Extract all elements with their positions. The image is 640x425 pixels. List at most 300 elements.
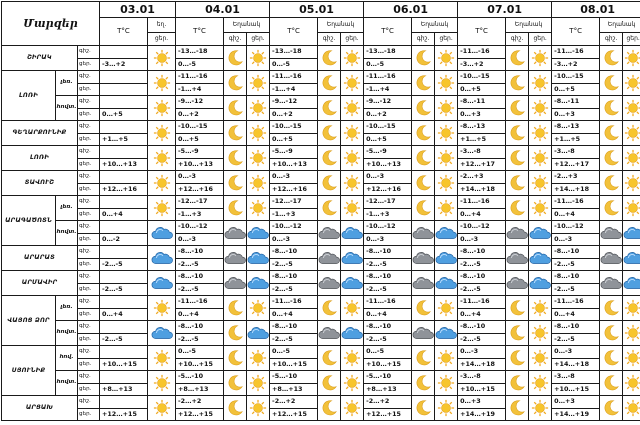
sun-icon bbox=[623, 346, 640, 371]
weather-header: Եղանակ bbox=[600, 18, 640, 33]
night-temperature: -2…+2 bbox=[364, 396, 412, 409]
night-temperature: -5…-9 bbox=[364, 146, 412, 159]
moon-icon bbox=[318, 171, 341, 196]
moon-icon bbox=[318, 46, 341, 71]
night-temperature: -9…-12 bbox=[270, 96, 318, 109]
weather-header: եղ. bbox=[148, 18, 176, 33]
subregion-label: լեռ. bbox=[56, 296, 78, 321]
day-temperature: -2…-5 bbox=[100, 333, 148, 346]
date-header: 07.01 bbox=[458, 2, 552, 18]
night-temperature: -8…-10 bbox=[552, 246, 600, 259]
day-temperature: -2…-5 bbox=[552, 258, 600, 271]
day-temperature: +12…+15 bbox=[176, 408, 224, 421]
night-temperature: 0…+3 bbox=[458, 396, 506, 409]
night-temperature: 0…-3 bbox=[458, 346, 506, 359]
night-temperature: -8…-10 bbox=[270, 271, 318, 284]
moon-icon bbox=[318, 371, 341, 396]
sun-icon bbox=[529, 371, 552, 396]
cloud-icon bbox=[148, 321, 176, 346]
moon-icon bbox=[412, 396, 435, 421]
night-cloud-icon bbox=[600, 221, 623, 246]
night-label: գիշ. bbox=[78, 346, 100, 359]
day-temperature: 0…+5 bbox=[176, 133, 224, 146]
night-cloud-icon bbox=[506, 246, 529, 271]
moon-icon bbox=[506, 171, 529, 196]
day-temperature: 0…+4 bbox=[176, 308, 224, 321]
sun-icon bbox=[341, 46, 364, 71]
day-temperature: 0…+4 bbox=[552, 308, 600, 321]
moon-icon bbox=[600, 96, 623, 121]
day-temperature: +10…+15 bbox=[176, 358, 224, 371]
weather-header: Եղանակ bbox=[318, 18, 364, 33]
moon-icon bbox=[506, 296, 529, 321]
day-temperature: +8…+13 bbox=[176, 383, 224, 396]
sun-icon bbox=[435, 296, 458, 321]
subregion-label: լեռ. bbox=[56, 71, 78, 96]
day-temperature: +12…+16 bbox=[270, 183, 318, 196]
night-temperature: -8…-10 bbox=[364, 246, 412, 259]
day-temperature: 0…-5 bbox=[176, 58, 224, 71]
day-temperature: +14…+18 bbox=[552, 358, 600, 371]
night-cloud-icon bbox=[318, 221, 341, 246]
night-temperature: 0…-3 bbox=[176, 171, 224, 184]
region-name: ՇԻՐԱԿ bbox=[2, 46, 78, 71]
sun-icon bbox=[148, 171, 176, 196]
day-temperature: -2…-5 bbox=[176, 333, 224, 346]
day-temperature: -1…+4 bbox=[270, 83, 318, 96]
sun-icon bbox=[529, 296, 552, 321]
region-name: ԼՈՌԻ bbox=[2, 146, 78, 171]
day-temperature: -1…+3 bbox=[270, 208, 318, 221]
night-label: գիշ. bbox=[78, 146, 100, 159]
day-temperature: -2…-5 bbox=[458, 283, 506, 296]
cloud-icon bbox=[148, 221, 176, 246]
night-temperature: -11…-16 bbox=[270, 296, 318, 309]
night-temperature: -9…-12 bbox=[176, 96, 224, 109]
day-temperature: +14…+18 bbox=[552, 183, 600, 196]
night-temperature: 0…-5 bbox=[364, 346, 412, 359]
night-temperature bbox=[100, 46, 148, 59]
night-temperature: -11…-16 bbox=[176, 296, 224, 309]
sun-icon bbox=[435, 146, 458, 171]
night-temperature: -3…-8 bbox=[552, 371, 600, 384]
day-header: ցեր. bbox=[341, 33, 364, 46]
moon-icon bbox=[600, 121, 623, 146]
day-temperature: -2…-5 bbox=[176, 258, 224, 271]
sun-icon bbox=[341, 146, 364, 171]
day-temperature: -2…-5 bbox=[458, 333, 506, 346]
day-header: ցեր. bbox=[148, 33, 176, 46]
day-temperature: +14…+18 bbox=[458, 183, 506, 196]
night-temperature: -8…-10 bbox=[176, 321, 224, 334]
moon-icon bbox=[412, 296, 435, 321]
subregion-label: հովտ. bbox=[56, 96, 78, 121]
night-label: գիշ. bbox=[78, 46, 100, 59]
table-row bbox=[2, 321, 640, 334]
night-temperature: -8…-10 bbox=[176, 271, 224, 284]
temp-header: T°C bbox=[458, 18, 506, 46]
sun-icon bbox=[435, 71, 458, 96]
moon-icon bbox=[600, 371, 623, 396]
sun-icon bbox=[623, 46, 640, 71]
night-temperature: -8…-10 bbox=[364, 271, 412, 284]
region-name: ՍՅՈՒՆԻՔ bbox=[2, 346, 56, 396]
sun-icon bbox=[623, 121, 640, 146]
cloud-icon bbox=[529, 221, 552, 246]
sun-icon bbox=[623, 96, 640, 121]
night-label: գիշ. bbox=[78, 121, 100, 134]
temp-header: T°C bbox=[364, 18, 412, 46]
night-temperature: -8…-10 bbox=[552, 271, 600, 284]
table-row bbox=[2, 296, 640, 309]
sun-icon bbox=[623, 321, 640, 346]
day-temperature: 0…+4 bbox=[100, 208, 148, 221]
moon-icon bbox=[506, 121, 529, 146]
sun-icon bbox=[148, 96, 176, 121]
day-temperature: -2…-5 bbox=[364, 283, 412, 296]
moon-icon bbox=[412, 46, 435, 71]
table-row bbox=[2, 246, 640, 259]
day-temperature: 0…+5 bbox=[270, 133, 318, 146]
night-temperature bbox=[100, 171, 148, 184]
moon-icon bbox=[318, 396, 341, 421]
night-cloud-icon bbox=[506, 271, 529, 296]
day-temperature: +8…+13 bbox=[270, 383, 318, 396]
night-temperature bbox=[100, 346, 148, 359]
night-temperature: 0…-3 bbox=[270, 171, 318, 184]
region-name: ՎԱՅՈՑ ՁՈՐ bbox=[2, 296, 56, 346]
sun-icon bbox=[247, 346, 270, 371]
moon-icon bbox=[412, 146, 435, 171]
cloud-icon bbox=[247, 321, 270, 346]
sun-icon bbox=[148, 296, 176, 321]
sun-icon bbox=[623, 71, 640, 96]
cloud-icon bbox=[623, 221, 640, 246]
sun-icon bbox=[247, 146, 270, 171]
region-name: ՏԱՎՈՒՇ bbox=[2, 171, 78, 196]
day-temperature: -1…+3 bbox=[176, 208, 224, 221]
date-header: 08.01 bbox=[552, 2, 640, 18]
day-temperature: -2…-5 bbox=[270, 283, 318, 296]
moon-icon bbox=[224, 46, 247, 71]
sun-icon bbox=[341, 196, 364, 221]
sun-icon bbox=[529, 196, 552, 221]
moon-icon bbox=[506, 96, 529, 121]
night-temperature: -10…-15 bbox=[270, 121, 318, 134]
date-header: 03.01 bbox=[100, 2, 176, 18]
day-temperature: 0…+2 bbox=[270, 108, 318, 121]
night-label: գիշ. bbox=[78, 196, 100, 209]
day-temperature: 0…-3 bbox=[270, 233, 318, 246]
night-temperature bbox=[100, 146, 148, 159]
night-temperature: -11…-16 bbox=[552, 296, 600, 309]
moon-icon bbox=[600, 321, 623, 346]
day-label: ցեր. bbox=[78, 58, 100, 71]
moon-icon bbox=[600, 46, 623, 71]
moon-icon bbox=[224, 146, 247, 171]
cloud-icon bbox=[148, 246, 176, 271]
sun-icon bbox=[529, 46, 552, 71]
cloud-icon bbox=[529, 271, 552, 296]
night-temperature: 0…-3 bbox=[364, 171, 412, 184]
moon-icon bbox=[600, 71, 623, 96]
region-name: ԼՈՌԻ bbox=[2, 71, 56, 121]
weather-header: Եղանակ bbox=[412, 18, 458, 33]
sun-icon bbox=[148, 71, 176, 96]
day-temperature: 0…-5 bbox=[364, 58, 412, 71]
night-temperature bbox=[100, 271, 148, 284]
sun-icon bbox=[247, 71, 270, 96]
day-temperature: +10…+13 bbox=[364, 158, 412, 171]
night-temperature: -10…-12 bbox=[364, 221, 412, 234]
cloud-icon bbox=[623, 271, 640, 296]
day-temperature: 0…-5 bbox=[270, 58, 318, 71]
day-temperature: +10…+13 bbox=[176, 158, 224, 171]
moon-icon bbox=[600, 171, 623, 196]
date-header: 04.01 bbox=[176, 2, 270, 18]
sun-icon bbox=[435, 121, 458, 146]
night-temperature: -12…-17 bbox=[270, 196, 318, 209]
day-temperature: -1…+4 bbox=[176, 83, 224, 96]
sun-icon bbox=[623, 146, 640, 171]
night-temperature: -8…-11 bbox=[458, 96, 506, 109]
sun-icon bbox=[341, 71, 364, 96]
sun-icon bbox=[529, 146, 552, 171]
day-temperature: +12…+16 bbox=[176, 183, 224, 196]
day-temperature: 0…+3 bbox=[552, 108, 600, 121]
table-row bbox=[2, 346, 640, 359]
night-temperature: -12…-17 bbox=[364, 196, 412, 209]
cloud-icon bbox=[341, 221, 364, 246]
moon-icon bbox=[224, 296, 247, 321]
table-row bbox=[2, 96, 640, 109]
table-row bbox=[2, 221, 640, 234]
moon-icon bbox=[506, 146, 529, 171]
day-temperature: 0…+4 bbox=[364, 308, 412, 321]
day-temperature: +12…+15 bbox=[270, 408, 318, 421]
sun-icon bbox=[529, 321, 552, 346]
moon-icon bbox=[224, 346, 247, 371]
moon-icon bbox=[600, 196, 623, 221]
day-temperature: +10…+15 bbox=[552, 383, 600, 396]
day-temperature: -2…-5 bbox=[270, 258, 318, 271]
sun-icon bbox=[623, 371, 640, 396]
moon-icon bbox=[318, 346, 341, 371]
sun-icon bbox=[435, 346, 458, 371]
moon-icon bbox=[318, 296, 341, 321]
night-temperature bbox=[100, 371, 148, 384]
night-temperature: 0…+3 bbox=[552, 396, 600, 409]
sun-icon bbox=[148, 146, 176, 171]
moon-icon bbox=[412, 121, 435, 146]
moon-icon bbox=[412, 96, 435, 121]
night-label: գիշ. bbox=[78, 271, 100, 284]
night-temperature: -11…-16 bbox=[552, 196, 600, 209]
cloud-icon bbox=[623, 246, 640, 271]
day-label: ցեր. bbox=[78, 183, 100, 196]
day-header: ցեր. bbox=[435, 33, 458, 46]
region-name: ԱՐԱՐԱՏ bbox=[2, 246, 78, 271]
day-temperature: -3…+2 bbox=[458, 58, 506, 71]
night-temperature: -8…-11 bbox=[552, 96, 600, 109]
night-temperature: -3…-8 bbox=[458, 146, 506, 159]
day-temperature: 0…+5 bbox=[458, 83, 506, 96]
sun-icon bbox=[529, 121, 552, 146]
temp-header: T°C bbox=[176, 18, 224, 46]
cloud-icon bbox=[341, 246, 364, 271]
night-temperature: -10…-15 bbox=[176, 121, 224, 134]
cloud-icon bbox=[247, 271, 270, 296]
sun-icon bbox=[148, 46, 176, 71]
sun-icon bbox=[435, 196, 458, 221]
night-cloud-icon bbox=[412, 246, 435, 271]
night-temperature: -11…-16 bbox=[458, 196, 506, 209]
weather-header: Եղանակ bbox=[506, 18, 552, 33]
cloud-icon bbox=[148, 271, 176, 296]
sun-icon bbox=[435, 396, 458, 421]
night-temperature: -8…-10 bbox=[458, 246, 506, 259]
night-temperature bbox=[100, 246, 148, 259]
sun-icon bbox=[247, 371, 270, 396]
sun-icon bbox=[148, 121, 176, 146]
sun-icon bbox=[247, 96, 270, 121]
night-label: գիշ. bbox=[78, 221, 100, 234]
weather-forecast-table bbox=[1, 1, 640, 421]
day-temperature: -1…+3 bbox=[364, 208, 412, 221]
night-label: գիշ. bbox=[78, 246, 100, 259]
sun-icon bbox=[341, 121, 364, 146]
sun-icon bbox=[148, 196, 176, 221]
night-temperature: -13…-18 bbox=[270, 46, 318, 59]
moon-icon bbox=[412, 371, 435, 396]
sun-icon bbox=[148, 371, 176, 396]
sun-icon bbox=[623, 296, 640, 321]
day-temperature: -2…-5 bbox=[364, 258, 412, 271]
region-name: ԳԵՂԱՐՔՈՒՆԻՔ bbox=[2, 121, 78, 146]
table-row bbox=[2, 71, 640, 84]
night-label: գիշ. bbox=[78, 71, 100, 84]
cloud-icon bbox=[247, 246, 270, 271]
day-temperature: 0…-3 bbox=[176, 233, 224, 246]
moon-icon bbox=[506, 396, 529, 421]
day-header: ցեր. bbox=[247, 33, 270, 46]
night-temperature: -2…+2 bbox=[270, 396, 318, 409]
moon-icon bbox=[318, 146, 341, 171]
sun-icon bbox=[623, 396, 640, 421]
night-cloud-icon bbox=[318, 271, 341, 296]
night-header: գիշ. bbox=[318, 33, 341, 46]
cloud-icon bbox=[435, 321, 458, 346]
sun-icon bbox=[435, 371, 458, 396]
table-row bbox=[2, 396, 640, 409]
sun-icon bbox=[341, 171, 364, 196]
night-temperature: -8…-13 bbox=[458, 121, 506, 134]
day-temperature: +14…+19 bbox=[458, 408, 506, 421]
night-temperature: -10…-12 bbox=[176, 221, 224, 234]
night-temperature: 0…-5 bbox=[176, 346, 224, 359]
temp-header: T°C bbox=[552, 18, 600, 46]
night-temperature bbox=[100, 221, 148, 234]
day-temperature: +12…+15 bbox=[364, 408, 412, 421]
day-temperature: -2…-5 bbox=[176, 283, 224, 296]
moon-icon bbox=[600, 296, 623, 321]
night-temperature: -10…-15 bbox=[458, 71, 506, 84]
night-temperature bbox=[100, 121, 148, 134]
day-temperature: +10…+13 bbox=[100, 158, 148, 171]
night-temperature: -5…-9 bbox=[176, 146, 224, 159]
subregion-label: հովտ. bbox=[56, 321, 78, 346]
sun-icon bbox=[247, 46, 270, 71]
subregion-label: հով. bbox=[56, 346, 78, 371]
day-temperature: 0…+5 bbox=[364, 133, 412, 146]
sun-icon bbox=[435, 46, 458, 71]
night-temperature: -11…-16 bbox=[458, 296, 506, 309]
day-temperature: 0…+4 bbox=[100, 308, 148, 321]
moon-icon bbox=[224, 71, 247, 96]
night-temperature: 0…-5 bbox=[270, 346, 318, 359]
sun-icon bbox=[148, 396, 176, 421]
sun-icon bbox=[529, 346, 552, 371]
sun-icon bbox=[341, 296, 364, 321]
moon-icon bbox=[506, 346, 529, 371]
night-temperature: -5…-10 bbox=[270, 371, 318, 384]
day-temperature: -3…+2 bbox=[552, 58, 600, 71]
night-header: գիշ. bbox=[506, 33, 529, 46]
moon-icon bbox=[224, 321, 247, 346]
cloud-icon bbox=[341, 271, 364, 296]
day-temperature: 0…+5 bbox=[100, 108, 148, 121]
subregion-label: լեռ. bbox=[56, 196, 78, 221]
day-temperature: +1…+5 bbox=[458, 133, 506, 146]
night-temperature: -11…-16 bbox=[364, 71, 412, 84]
date-header: 05.01 bbox=[270, 2, 364, 18]
day-temperature: 0…-3 bbox=[552, 233, 600, 246]
sun-icon bbox=[623, 171, 640, 196]
moon-icon bbox=[506, 196, 529, 221]
day-temperature: +8…+13 bbox=[100, 383, 148, 396]
cloud-icon bbox=[435, 246, 458, 271]
night-cloud-icon bbox=[318, 246, 341, 271]
day-temperature: -2…-5 bbox=[552, 333, 600, 346]
cloud-icon bbox=[341, 321, 364, 346]
moon-icon bbox=[600, 346, 623, 371]
moon-icon bbox=[224, 121, 247, 146]
day-temperature: 0…-3 bbox=[364, 233, 412, 246]
day-temperature: 0…+4 bbox=[458, 208, 506, 221]
night-temperature: -8…-13 bbox=[552, 121, 600, 134]
night-label: գիշ. bbox=[78, 96, 100, 109]
cloud-icon bbox=[435, 271, 458, 296]
day-temperature: +1…+5 bbox=[552, 133, 600, 146]
day-label: ցեր. bbox=[78, 408, 100, 421]
sun-icon bbox=[529, 396, 552, 421]
temp-header: T°C bbox=[100, 18, 148, 46]
day-temperature: -2…-5 bbox=[270, 333, 318, 346]
day-temperature: +10…+15 bbox=[364, 358, 412, 371]
weather-header: Եղանակ bbox=[224, 18, 270, 33]
night-cloud-icon bbox=[600, 271, 623, 296]
night-temperature: -10…-15 bbox=[364, 121, 412, 134]
night-temperature: -13…-18 bbox=[176, 46, 224, 59]
moon-icon bbox=[412, 171, 435, 196]
night-temperature: -13…-18 bbox=[364, 46, 412, 59]
sun-icon bbox=[247, 121, 270, 146]
sun-icon bbox=[148, 346, 176, 371]
sun-icon bbox=[247, 171, 270, 196]
table-row bbox=[2, 271, 640, 284]
night-cloud-icon bbox=[224, 271, 247, 296]
day-temperature bbox=[100, 83, 148, 96]
